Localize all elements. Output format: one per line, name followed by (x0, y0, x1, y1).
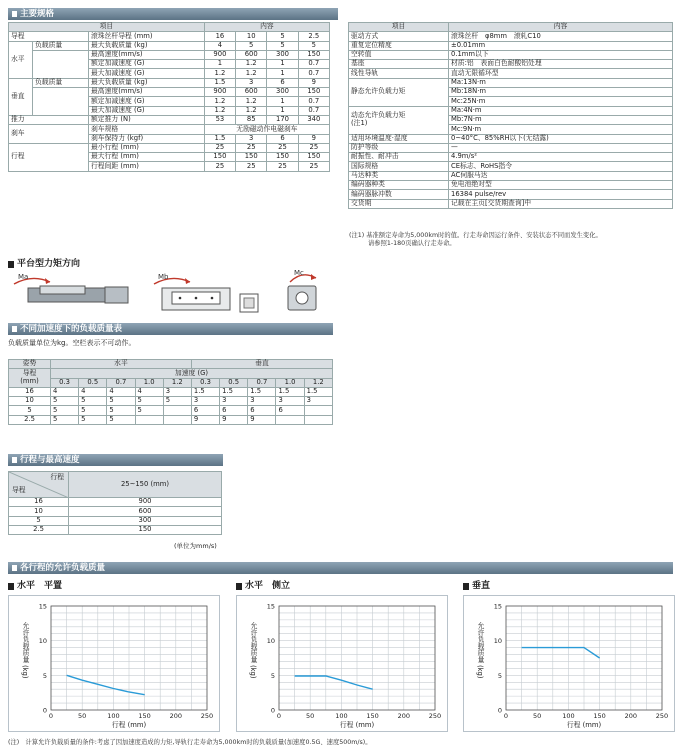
load-row (9, 406, 333, 415)
spec-value: 1 (267, 60, 298, 69)
right-item: 重复定位精度 (349, 41, 449, 50)
spec-value: 150 (204, 153, 235, 162)
section-stroke-speed: 行程与最高速度 (8, 454, 223, 466)
load-cell: 6 (191, 406, 219, 415)
x-axis-label: 行程 (mm) (339, 721, 375, 729)
y-tick-label: 15 (266, 602, 275, 611)
load-lead-head (9, 369, 51, 388)
load-cell: 4 (79, 387, 107, 396)
spec-item: 刹车规格 (89, 125, 205, 134)
load-cell: 1.5 (304, 387, 332, 396)
footnote: (注) 计算允许负载质量的条件:考虑了因加速度造成的力矩,导轨行走寿命为5,000km时的负载质量(加速度0.5G、速度500m/s)。 (8, 739, 372, 746)
spec-value: 25 (204, 143, 235, 152)
spec-value: 25 (236, 162, 267, 171)
right-value: 16384 pulse/rev (449, 190, 673, 199)
series-line (295, 676, 373, 689)
spec-value: 2.5 (298, 32, 329, 41)
load-header-row (9, 360, 333, 369)
load-cell: 9 (248, 415, 276, 424)
spec-value: 1.5 (204, 134, 235, 143)
dyn-moment-row (349, 106, 673, 115)
load-cell: 5 (50, 397, 78, 406)
x-tick-label: 250 (200, 712, 214, 720)
right-row (349, 190, 673, 199)
right-head-item: 项目 (349, 23, 449, 32)
speed-diag-line (9, 472, 69, 498)
y-tick-label: 15 (38, 602, 47, 611)
chart-title-horizontal-side: 水平 侧立 (236, 581, 290, 591)
spec-value: 300 (267, 88, 298, 97)
speed-stroke-label: 行程 (50, 473, 64, 481)
load-accel-value: 0.7 (107, 378, 135, 387)
load-accel-value: 0.3 (50, 378, 78, 387)
spec-table (8, 22, 330, 172)
speed-value: 900 (69, 498, 222, 507)
load-row (9, 387, 333, 396)
mb-label: Mb (158, 273, 169, 281)
x-tick-label: 100 (335, 712, 348, 720)
x-tick-label: 50 (78, 712, 87, 720)
spec-item: 额定加减速度 (G) (89, 60, 205, 69)
spec-value: 3 (236, 134, 267, 143)
right-row (349, 162, 673, 171)
right-header-row (349, 23, 673, 32)
right-item: 基座 (349, 60, 449, 69)
load-cell (304, 406, 332, 415)
dynamic-moment-value: Mc:9N·m (449, 125, 673, 134)
spec-subgroup: 负载质量 (33, 78, 89, 87)
spec-value: 150 (298, 88, 329, 97)
spec-value: 300 (267, 50, 298, 59)
spec-value: 1.5 (204, 78, 235, 87)
y-tick-label: 5 (270, 671, 275, 680)
right-value: 直动无限循环型 (449, 69, 673, 78)
spec-value: 25 (236, 143, 267, 152)
static-moment-label: 静态允许负载力矩 (349, 78, 449, 106)
spec-value: 25 (298, 143, 329, 152)
load-cell: 5 (50, 415, 78, 424)
load-cell: 4 (50, 387, 78, 396)
y-tick-label: 15 (493, 602, 502, 611)
spec-value: 25 (204, 162, 235, 171)
spec-row (9, 88, 330, 97)
y-tick-label: 0 (497, 706, 502, 715)
right-item: 防护等级 (349, 143, 449, 152)
x-axis-label: 行程 (mm) (111, 721, 147, 729)
spec-value: 1.2 (236, 106, 267, 115)
spec-value: 150 (236, 153, 267, 162)
spec-value: 1 (267, 106, 298, 115)
load-lead: 导程 (22, 369, 37, 378)
right-note-2: 请参照1-180页确认行走寿命。 (368, 240, 456, 247)
right-spec-table (348, 22, 673, 209)
x-tick-label: 200 (624, 712, 638, 720)
load-cell: 5 (163, 397, 191, 406)
spec-value: 1.2 (236, 60, 267, 69)
spec-value: 0.7 (298, 106, 329, 115)
chart-title-vertical: 垂直 (463, 581, 490, 591)
chart-horizontal-flat (8, 595, 220, 732)
load-cell: 9 (220, 415, 248, 424)
load-accel: 加速度 (G) (50, 369, 332, 378)
load-cell: 3 (304, 397, 332, 406)
y-tick-label: 5 (497, 671, 502, 680)
load-cell: 5 (135, 406, 163, 415)
y-tick-label: 10 (493, 637, 502, 646)
y-tick-label: 5 (42, 671, 47, 680)
right-head-content: 内容 (449, 23, 673, 32)
right-value: ±0.01mm (449, 41, 673, 50)
load-accel-value: 0.3 (191, 378, 219, 387)
spec-item: 行程间距 (mm) (89, 162, 205, 171)
section-load-table: 不同加速度下的负载质量表 (8, 323, 333, 335)
spec-item: 最大负载质量 (kg) (89, 78, 205, 87)
spec-value: 1.2 (204, 69, 235, 78)
spec-value: 1.2 (236, 69, 267, 78)
right-row (349, 153, 673, 162)
spec-item: 最高速度(mm/s) (89, 88, 205, 97)
spec-value: 150 (267, 153, 298, 162)
right-value: 滚珠丝杆 φ8mm 滚轧C10 (449, 32, 673, 41)
right-row (349, 32, 673, 41)
spec-value: 1 (267, 69, 298, 78)
load-accel-value: 0.5 (220, 378, 248, 387)
x-axis-label: 行程 (mm) (566, 721, 602, 729)
load-cell: 5 (107, 415, 135, 424)
spec-value: 5 (267, 32, 298, 41)
spec-value: 170 (267, 115, 298, 124)
right-value: 0~40°C、85%RH以下(无结露) (449, 134, 673, 143)
x-tick-label: 250 (428, 712, 442, 720)
load-cell: 1.5 (220, 387, 248, 396)
spec-header-row (9, 23, 330, 32)
load-accel-value: 1.0 (276, 378, 304, 387)
right-row (349, 41, 673, 50)
load-cell (135, 415, 163, 424)
spec-row (9, 50, 330, 59)
chart-title-horizontal-flat: 水平 平置 (8, 581, 62, 591)
spec-value: 340 (298, 115, 329, 124)
spec-group: 导程 (9, 32, 89, 41)
load-vertical: 垂直 (191, 360, 332, 369)
right-item: 驱动方式 (349, 32, 449, 41)
moment-row (349, 78, 673, 87)
spec-value: 1 (267, 97, 298, 106)
load-cell: 3 (191, 397, 219, 406)
section-allowed-load: 各行程的允许负载质量 (8, 562, 673, 574)
spec-group: 垂直 (9, 78, 33, 115)
load-accel-value: 0.7 (248, 378, 276, 387)
load-cell (276, 415, 304, 424)
load-pose: 姿势 (9, 360, 51, 369)
right-item: 交货期 (349, 199, 449, 208)
right-item: 编码器脉冲数 (349, 190, 449, 199)
right-item: 国际规格 (349, 162, 449, 171)
static-moment-value: Mc:25N·m (449, 97, 673, 106)
load-row (9, 415, 333, 424)
spec-group: 推力 (9, 115, 89, 124)
dynamic-moment-label (349, 106, 449, 134)
right-value: 免电池绝对型 (449, 181, 673, 190)
spec-item: 滚珠丝杆导程 (mm) (89, 32, 205, 41)
y-axis-label: 允许负载质量 (kg) (249, 622, 257, 679)
load-accel-value: 1.2 (304, 378, 332, 387)
spec-item: 最大负载质量 (kg) (89, 41, 205, 50)
spec-span-value: 无励磁动作电磁刹车 (204, 125, 329, 134)
section-main-specs: 主要规格 (8, 8, 338, 20)
spec-group: 水平 (9, 41, 33, 78)
load-cell: 1.5 (248, 387, 276, 396)
right-row (349, 69, 673, 78)
static-moment-value: Mb:18N·m (449, 88, 673, 97)
right-value: AC伺服马达 (449, 171, 673, 180)
load-cell (163, 415, 191, 424)
speed-row (9, 516, 222, 525)
spec-value: 4 (204, 41, 235, 50)
right-value: 材质:铝 表面白色耐酸铝处理 (449, 60, 673, 69)
spec-value: 600 (236, 50, 267, 59)
spec-value: 53 (204, 115, 235, 124)
load-cell: 4 (107, 387, 135, 396)
speed-header-row (9, 472, 222, 498)
spec-value: 25 (267, 143, 298, 152)
spec-value: 600 (236, 88, 267, 97)
right-item: 空转值 (349, 50, 449, 59)
x-tick-label: 150 (593, 712, 606, 720)
load-cell: 6 (248, 406, 276, 415)
load-accel-values (9, 378, 333, 387)
spec-item: 最高速度(mm/s) (89, 50, 205, 59)
speed-value: 600 (69, 507, 222, 516)
x-tick-label: 250 (655, 712, 669, 720)
spec-group: 刹车 (9, 125, 89, 144)
chart-horizontal-side (236, 595, 448, 732)
spec-value: 1.2 (236, 97, 267, 106)
load-cell: 6 (220, 406, 248, 415)
right-value: 0.1mm以下 (449, 50, 673, 59)
spec-value: 0.7 (298, 60, 329, 69)
right-value: — (449, 143, 673, 152)
speed-row (9, 525, 222, 534)
dynamic-moment-value: Mb:7N·m (449, 115, 673, 124)
spec-value: 0.7 (298, 69, 329, 78)
spec-value: 10 (236, 32, 267, 41)
speed-lead: 10 (9, 507, 69, 516)
spec-value: 3 (236, 78, 267, 87)
spec-row (9, 125, 330, 134)
x-tick-label: 100 (562, 712, 575, 720)
load-cell: 5 (50, 406, 78, 415)
load-note: 负载质量单位为kg。空栏表示不可动作。 (8, 339, 136, 347)
spec-row (9, 143, 330, 152)
load-accel-row (9, 369, 333, 378)
spec-value: 9 (298, 134, 329, 143)
spec-value: 1.2 (204, 106, 235, 115)
load-cell: 5 (107, 406, 135, 415)
y-axis-label: 允许负载质量 (kg) (476, 622, 484, 679)
load-cell: 4 (135, 387, 163, 396)
spec-value: 5 (298, 41, 329, 50)
spec-value: 150 (298, 153, 329, 162)
speed-value: 300 (69, 516, 222, 525)
x-tick-label: 50 (306, 712, 315, 720)
spec-subgroup: 负载质量 (33, 41, 89, 50)
load-accel-value: 1.0 (135, 378, 163, 387)
x-tick-label: 100 (107, 712, 120, 720)
spec-value: 5 (267, 41, 298, 50)
load-cell: 3 (276, 397, 304, 406)
speed-lead-label: 导程 (12, 486, 26, 495)
spec-value: 900 (204, 50, 235, 59)
load-cell: 3 (248, 397, 276, 406)
series-line (522, 648, 600, 658)
right-row (349, 60, 673, 69)
load-cell: 5 (79, 406, 107, 415)
y-tick-label: 10 (266, 637, 275, 646)
right-row (349, 181, 673, 190)
spec-value: 9 (298, 78, 329, 87)
dynamic-moment-note: (注1) (351, 119, 368, 128)
spec-item: 最大行程 (mm) (89, 153, 205, 162)
spec-item: 额定加减速度 (G) (89, 97, 205, 106)
load-cell: 5 (79, 415, 107, 424)
right-row (349, 199, 673, 208)
spec-row (9, 115, 330, 124)
spec-value: 5 (236, 41, 267, 50)
speed-unit: (单位为mm/s) (174, 542, 217, 550)
static-moment-value: Ma:13N·m (449, 78, 673, 87)
right-value: CE标志、RoHS指令 (449, 162, 673, 171)
load-horizontal: 水平 (50, 360, 191, 369)
chart-vertical (463, 595, 675, 732)
spec-value: 6 (267, 134, 298, 143)
load-cell: 5 (135, 397, 163, 406)
spec-row (9, 78, 330, 87)
right-row (349, 171, 673, 180)
right-item: 线性导轨 (349, 69, 449, 78)
speed-diag-head (9, 472, 69, 498)
load-lead-unit: (mm) (20, 377, 39, 386)
load-cell: 5 (107, 397, 135, 406)
spec-value: 25 (298, 162, 329, 171)
load-cell: 1.5 (276, 387, 304, 396)
load-table (8, 359, 333, 425)
spec-value: 1.2 (204, 97, 235, 106)
spec-value: 16 (204, 32, 235, 41)
speed-lead: 2.5 (9, 525, 69, 534)
load-cell: 3 (220, 397, 248, 406)
x-tick-label: 0 (276, 712, 282, 720)
load-row (9, 397, 333, 406)
speed-table (8, 471, 222, 535)
load-row-lead: 16 (9, 387, 51, 396)
moment-diagram-mb (150, 270, 270, 316)
spec-item: 额定推力 (N) (89, 115, 205, 124)
right-value: 记载在主页[交货期查询]中 (449, 199, 673, 208)
speed-row (9, 498, 222, 507)
x-tick-label: 0 (48, 712, 54, 720)
x-tick-label: 150 (138, 712, 151, 720)
moment-diagram-mc (280, 268, 330, 316)
load-cell (304, 415, 332, 424)
x-tick-label: 0 (503, 712, 509, 720)
y-tick-label: 0 (270, 706, 275, 715)
load-row-lead: 2.5 (9, 415, 51, 424)
ma-label: Ma (18, 273, 29, 281)
right-value: 4.9m/s² (449, 153, 673, 162)
speed-value: 150 (69, 525, 222, 534)
x-tick-label: 200 (397, 712, 411, 720)
spec-value: 25 (267, 162, 298, 171)
spec-value: 0.7 (298, 97, 329, 106)
spec-group: 行程 (9, 143, 89, 171)
x-tick-label: 50 (533, 712, 542, 720)
spec-item: 最小行程 (mm) (89, 143, 205, 152)
spec-value: 1 (204, 60, 235, 69)
moment-direction-title: 平台型力矩方向 (8, 259, 80, 269)
spec-item: 刹车保持力 (kgf) (89, 134, 205, 143)
spec-row (9, 32, 330, 41)
speed-lead: 5 (9, 516, 69, 525)
load-row-lead: 10 (9, 397, 51, 406)
load-cell: 6 (276, 406, 304, 415)
right-item: 马达种类 (349, 171, 449, 180)
right-note-1: (注1) 基准额定寿命为5,000km时的值。行走寿命因运行条件、安装状态不同而发生变化。 (349, 232, 602, 239)
load-cell (163, 406, 191, 415)
spec-subgroup (33, 50, 89, 78)
load-row-lead: 5 (9, 406, 51, 415)
right-item: 耐振性、耐冲击 (349, 153, 449, 162)
spec-head-item: 项目 (9, 23, 205, 32)
load-cell: 5 (79, 397, 107, 406)
dynamic-moment-title: 动态允许负载力矩 (351, 111, 406, 120)
spec-item: 最大加减速度 (G) (89, 106, 205, 115)
load-cell: 9 (191, 415, 219, 424)
y-axis-label: 允许负载质量 (kg) (21, 622, 29, 679)
spec-value: 900 (204, 88, 235, 97)
y-tick-label: 0 (42, 706, 47, 715)
moment-diagram-ma (10, 270, 135, 312)
x-tick-label: 200 (169, 712, 183, 720)
spec-value: 85 (236, 115, 267, 124)
x-tick-label: 150 (366, 712, 379, 720)
y-tick-label: 10 (38, 637, 47, 646)
spec-value: 150 (298, 50, 329, 59)
mc-label: Mc (294, 269, 304, 277)
dynamic-moment-value: Ma:4N·m (449, 106, 673, 115)
speed-lead: 16 (9, 498, 69, 507)
series-line (67, 675, 145, 694)
load-cell: 1.5 (191, 387, 219, 396)
spec-head-content: 内容 (204, 23, 329, 32)
speed-range: 25~150 (mm) (69, 472, 222, 498)
right-item: 适用环境温度·湿度 (349, 134, 449, 143)
right-row (349, 134, 673, 143)
right-item: 编码器种类 (349, 181, 449, 190)
spec-subgroup (33, 88, 89, 116)
load-cell: 3 (163, 387, 191, 396)
load-accel-value: 1.2 (163, 378, 191, 387)
speed-row (9, 507, 222, 516)
spec-value: 6 (267, 78, 298, 87)
spec-item: 最大加减速度 (G) (89, 69, 205, 78)
spec-row (9, 41, 330, 50)
load-accel-value: 0.5 (79, 378, 107, 387)
